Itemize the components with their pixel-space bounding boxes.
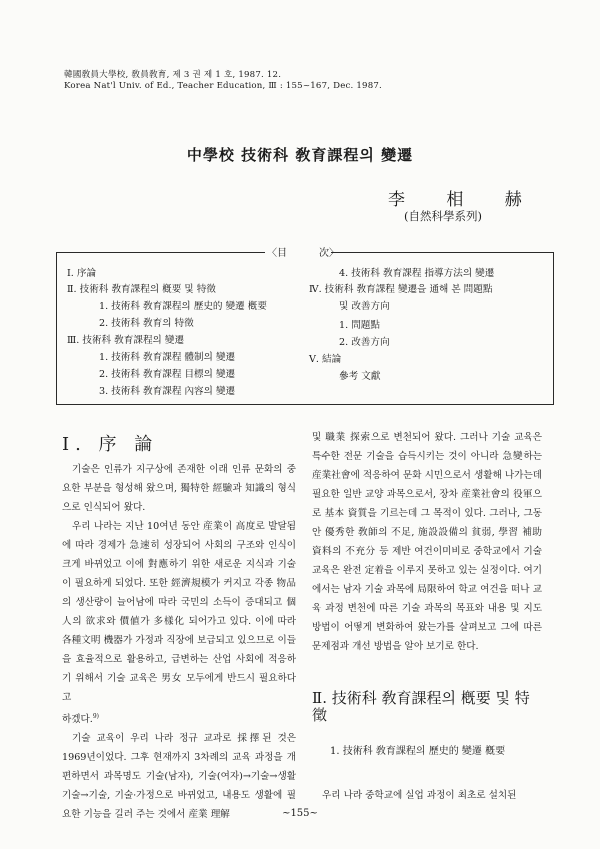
subsection-heading: 1. 技術科 敎育課程의 歷史的 變遷 槪要 <box>330 746 506 757</box>
body-paragraph: 우리 나라는 지난 10여년 동안 産業이 高度로 발달됨에 따라 경제가 急速히 성장되어 사회의 구조와 인식이 크게 바뀌었고 이에 對應하기 위한 새로운 지식과 기술이 필요하게 되었다. 또한 經濟規模가 커지고 각종 物品의 생산량이 늘어남에 따라 국민의 소득이 증대되고 個人의 欲求와 價値가 多樣化 되어가고 있다. 이에 따라 各種文明 機器가 가정과 직장에 보급되고 있으므로 이들을 효율적으로 활용하고, 급변하는 산업 사회에 적응하기 위해서 기술 교육은 男女 모두에게 반드시 필요하다고 <box>62 521 296 703</box>
toc-item: Ⅲ. 技術科 敎育課程의 變遷 <box>67 335 185 346</box>
toc-item: 1. 問題點 <box>339 320 380 331</box>
toc-item: 2. 改善方向 <box>339 337 390 348</box>
toc-item: 3. 技術科 敎育課程 內容의 變遷 <box>99 386 236 397</box>
toc-item: 2. 技術科 敎育課程 目標의 變遷 <box>99 369 236 380</box>
journal-citation-english: Korea Nat'l Univ. of Ed., Teacher Education, Ⅲ : 155~167, Dec. 1987. <box>64 81 382 91</box>
paper-title: 中學校 技術科 敎育課程의 變遷 <box>186 146 414 164</box>
toc-item: 參考 文獻 <box>339 371 381 382</box>
toc-heading-left: 〈目 <box>267 248 287 259</box>
table-of-contents <box>56 248 554 405</box>
body-paragraph: 기술 교육이 우리 나라 정규 교과로 採擇된 것은 1969년이었다. 그후 현재까지 3차례의 교육 과정을 개편하면서 과목명도 기술(남자), 기술(여자)→기술→생활기술→기술, 기술·가정으로 바뀌었고, 내용도 생활에 필요한 기능을 길러 주는 것에서 産業 理解 <box>62 733 296 821</box>
body-paragraph: 기술은 인류가 지구상에 존재한 이래 인류 문화의 중요한 부분을 형성해 왔으며, 獨特한 經驗과 知識의 형식으로 인식되어 왔다. <box>62 464 296 513</box>
section-heading-overview: Ⅱ. 技術科 敎育課程의 槪要 및 特徵 <box>312 689 530 724</box>
toc-item: 및 改善方向 <box>339 301 390 312</box>
right-column-last-line <box>312 786 542 805</box>
journal-citation-korean: 韓國敎員大學校, 敎員敎育, 제 3 권 제 1 호, 1987. 12. <box>64 70 282 80</box>
section-heading-introduction: Ⅰ. 序 論 <box>62 434 159 455</box>
page-number: ~155~ <box>282 808 318 819</box>
author-name: 李 相 赫 <box>388 190 540 210</box>
right-column-body <box>312 428 542 656</box>
toc-item: Ⅳ. 技術科 敎育課程 變遷을 通해 본 問題點 <box>309 284 493 295</box>
toc-top-rule-left <box>57 252 265 253</box>
body-paragraph-tail <box>62 707 296 729</box>
toc-top-rule-right <box>331 252 553 253</box>
toc-heading-right: 次〉 <box>319 248 339 259</box>
toc-item: Ⅰ. 序論 <box>67 268 97 279</box>
body-paragraph: 우리 나라 중학교에 실업 과정이 최초로 설치된 <box>322 790 517 801</box>
left-column-body <box>62 460 296 824</box>
body-paragraph: 및 職業 探索으로 변천되어 왔다. 그러나 기술 교육은 특수한 전문 기술을 습득시키는 것이 아니라 急變하는 産業社會에 적응하여 문화 시민으로서 생활해 나가는데 필요한 일반 교양 과목으로서, 장차 産業社會의 役軍으로 基本 資質을 기르는데 그 목적이 있다. 그러나, 그동안 優秀한 敎師의 不足, 施設設備의 貧弱, 學習 補助 資料의 不充分 등 제반 여건이미비로 중학교에서 기술 교육은 완전 定着을 이루지 못하고 있는 실정이다. 여기에서는 남자 기술 과목에 局限하여 학교 여건을 떠나 교육 과정 변천에 따른 기술 과목의 목표와 내용 및 지도 방법이 어떻게 변화하여 왔는가를 살펴보고 그에 따른 문제점과 개선 방법을 알아 보기로 한다. <box>312 432 542 652</box>
footnote-marker: 9) <box>92 713 100 720</box>
toc-item: Ⅱ. 技術科 敎育課程의 槪要 및 特徵 <box>67 284 216 295</box>
toc-item: 4. 技術科 敎育課程 指導方法의 變遷 <box>339 268 495 279</box>
tail-text: 하겠다. <box>62 714 93 726</box>
toc-item: 2. 技術科 敎育의 特徵 <box>99 318 194 329</box>
toc-item: 1. 技術科 敎育課程 體制의 變遷 <box>99 352 236 363</box>
toc-item: Ⅴ. 結論 <box>309 354 342 365</box>
toc-item: 1. 技術科 敎育課程의 歷史的 變遷 槪要 <box>99 301 267 312</box>
author-affiliation: (自然科學系列) <box>404 209 482 223</box>
